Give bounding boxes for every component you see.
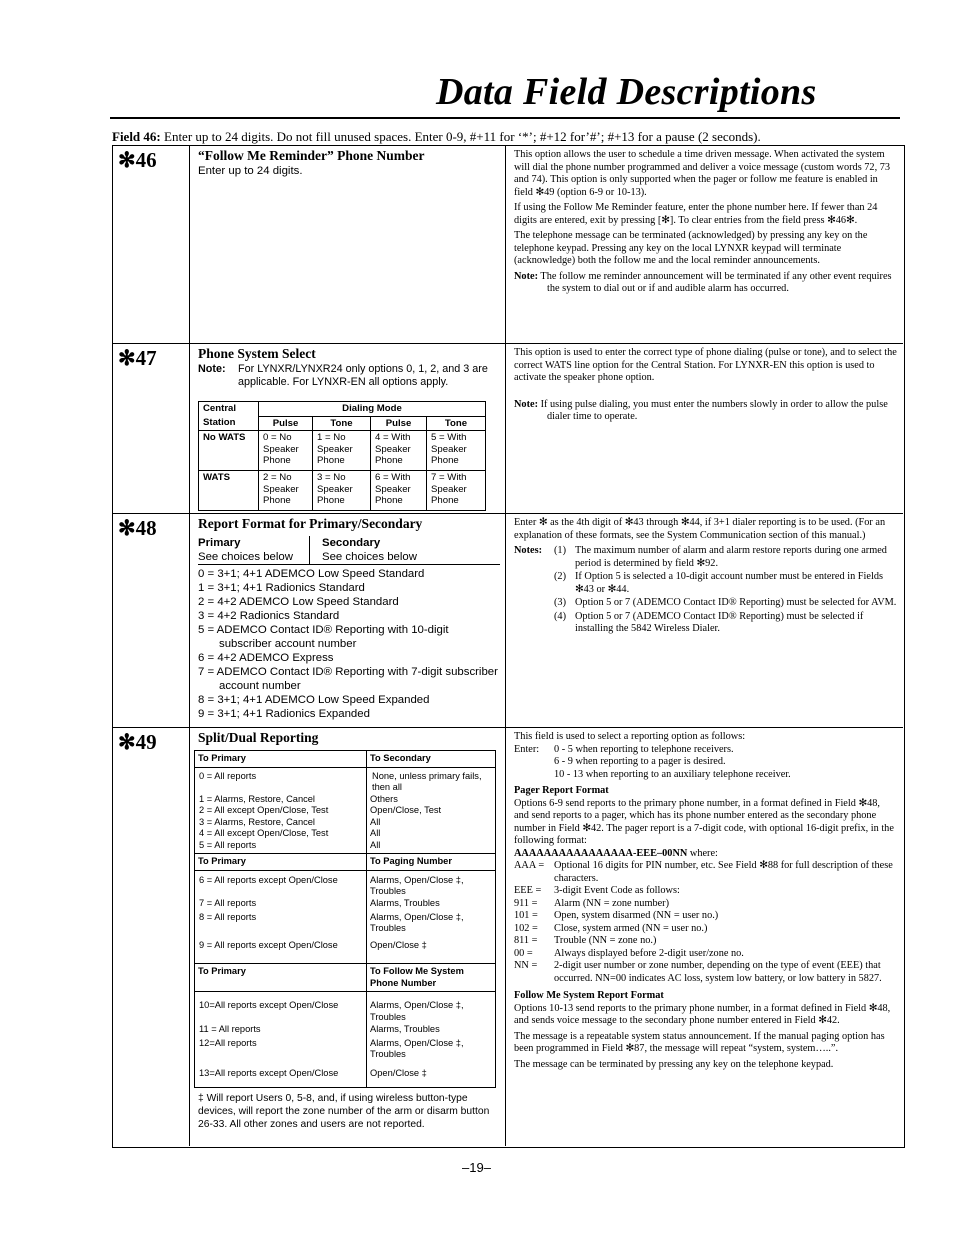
field-48-description: [507, 514, 903, 727]
field-48-number: ✻48: [113, 514, 190, 727]
field-48-heading: Report Format for Primary/Secondary: [198, 516, 423, 531]
note-text: Option 5 or 7 (ADEMCO Contact ID® Reporting) must be selected if installing the 5842 Wireless Dialer.: [575, 610, 864, 634]
list-item: 0 - 5 when reporting to telephone receivers.: [554, 743, 734, 755]
def-item: [514, 885, 897, 898]
f46-desc-2: If using the Follow Me Reminder feature, enter the phone number here. If fewer than 24 digits are entered, exit by pressing [✻]. To clear entries from the field press ✻46✻.: [514, 202, 878, 226]
list-item: 9 = 3+1; 4+1 Radionics Expanded: [198, 708, 370, 720]
table-cell: None, unless primary fails, then all: [372, 770, 482, 792]
table-cell: 6 = With Speaker Phone: [371, 471, 427, 511]
list-item: [554, 611, 897, 636]
f48-secondary-sub: See choices below: [322, 551, 417, 563]
def-item: [514, 898, 897, 911]
h-col: Pulse: [259, 416, 313, 431]
h-col: Tone: [313, 416, 371, 431]
row-label: WATS: [199, 471, 259, 511]
table-cell: 9 = All reports except Open/Close: [195, 940, 367, 964]
table-cell: 4 = All except Open/Close, Test: [195, 828, 367, 840]
note-num: (2): [554, 571, 567, 582]
field-46-sub: Enter up to 24 digits.: [198, 165, 303, 177]
f47-note-text: For LYNXR/LYNXR24 only options 0, 1, 2, and 3 are applicable. For LYNXR-EN all options apply.: [238, 363, 488, 388]
table-cell: Alarms, Troubles: [370, 897, 440, 908]
list-item: 1 = 3+1; 4+1 Radionics Standard: [198, 582, 365, 594]
field-46-row: [113, 146, 903, 344]
f47-note2: [514, 399, 897, 424]
f48-primary-secondary: [198, 536, 500, 565]
f48-primary: [198, 536, 310, 564]
field-46-middle: [191, 146, 506, 343]
table-cell: 1 = No Speaker Phone: [313, 431, 371, 471]
field-46-intro: [112, 129, 761, 145]
table-cell: All: [370, 839, 381, 850]
def-key: 101 =: [514, 910, 538, 921]
table-cell: Open/Close, Test: [370, 805, 442, 815]
list-item: 10 - 13 when reporting to an auxiliary telephone receiver.: [554, 768, 791, 780]
follow-text: Options 10-13 send reports to the primary phone number, in a format defined in Field ✻48, and sends voice message to the secondary phone number entered in Field ✻42.: [514, 1002, 891, 1026]
split-dual-table: [194, 750, 496, 1088]
table-cell: Alarms, Open/Close ‡, Troubles: [370, 1000, 464, 1022]
col-header: To Primary: [195, 964, 367, 992]
table-cell: 4 = With Speaker Phone: [371, 431, 427, 471]
follow-text-2: The message is a repeatable system status announcement. If the manual paging option has been programmed in Field ✻87, the message will repeat “system, system…..”.: [514, 1030, 885, 1054]
table-cell: 11 = All reports: [195, 1024, 367, 1038]
f48-secondary-label: Secondary: [322, 537, 381, 549]
def-key: 102 =: [514, 922, 538, 934]
f48-notes-label: Notes:: [514, 545, 543, 556]
def-item: [514, 923, 897, 936]
note-num: (4): [554, 610, 567, 622]
f48-secondary: [310, 536, 417, 564]
table-cell: 1 = Alarms, Restore, Cancel: [195, 794, 367, 806]
def-value: Always displayed before 2-digit user/zone no.: [554, 947, 744, 959]
field-47-description: [507, 344, 903, 513]
phone-system-table: [198, 401, 486, 511]
table-cell: 7 = All reports: [195, 898, 367, 912]
f47-note: [198, 363, 505, 389]
def-item: [514, 960, 897, 985]
def-key: 911 =: [514, 897, 538, 909]
note-text: The maximum number of alarm and alarm restore reports during one armed period is determined by field ✻92.: [575, 545, 887, 569]
list-item: [554, 571, 897, 596]
field-49-row: [113, 728, 903, 1146]
table-cell: 10=All reports except Open/Close: [195, 992, 367, 1024]
f48-notes-list: [554, 545, 897, 636]
follow-heading: Follow Me System Report Format: [514, 990, 664, 1001]
col-header: To Paging Number: [367, 854, 496, 871]
table-cell: 7 = With Speaker Phone: [427, 471, 486, 511]
field-49-heading: Split/Dual Reporting: [198, 730, 319, 745]
page-number: –19–: [462, 1160, 491, 1175]
table-cell: 5 = With Speaker Phone: [427, 431, 486, 471]
table-cell: All: [370, 828, 381, 838]
f49-enter-lines: [554, 744, 791, 782]
field-46-number: ✻46: [113, 146, 190, 343]
note-text: If Option 5 is selected a 10-digit account number must be entered in Fields ✻43 or ✻44.: [575, 571, 883, 595]
intro-text: Enter up to 24 digits. Do not fill unused spaces. Enter 0-9, #+11 for ‘*’; #+12 for’#’; #+13 for a pause (2 seconds).: [160, 129, 761, 144]
def-value: Trouble (NN = zone no.): [554, 935, 657, 946]
f49-enter: [514, 744, 897, 782]
field-46-heading: “Follow Me Reminder” Phone Number: [198, 148, 425, 163]
col-header: To Follow Me System Phone Number: [367, 964, 496, 992]
list-item: 8 = 3+1; 4+1 ADEMCO Low Speed Expanded: [198, 694, 430, 706]
intro-label: Field 46:: [112, 129, 161, 144]
h-central: Central: [199, 402, 259, 417]
f46-desc-3: The telephone message can be terminated (acknowledged) by pressing any key on the telephone keypad. Pressing any key on the local LYNXR keypad will terminate (acknowledge) both the follow me and the local reminder announcements.: [514, 230, 868, 266]
follow-text-3: The message can be terminated by pressing any key on the telephone keypad.: [514, 1058, 834, 1070]
def-key: 00 =: [514, 947, 533, 959]
f46-note: [514, 271, 897, 296]
field-49-middle: [191, 728, 506, 1146]
f49-footnote: ‡ Will report Users 0, 5-8, and, if using wireless button-type devices, will report the zone number of the arm or disarm button 26-33. All other zones and users are not reported.: [198, 1093, 490, 1130]
def-item: [514, 910, 897, 923]
format-code: AAAAAAAAAAAAAAAA-EEE–00NN: [514, 847, 688, 859]
h-station: Station: [199, 416, 259, 431]
table-cell: Alarms, Open/Close ‡, Troubles: [370, 874, 464, 896]
list-item: 5 = ADEMCO Contact ID® Reporting with 10-digit subscriber account number: [198, 624, 449, 650]
def-value: Close, system armed (NN = user no.): [554, 922, 708, 934]
note-num: (3): [554, 597, 567, 608]
table-cell: 6 = All reports except Open/Close: [195, 870, 367, 898]
def-value: Optional 16 digits for PIN number, etc. See Field ✻88 for full description of these characters.: [554, 860, 893, 884]
list-item: [554, 597, 897, 610]
pager-heading: Pager Report Format: [514, 785, 609, 796]
f47-desc: This option is used to enter the correct type of phone dialing (pulse or tone), and to select the correct WATS line option for the Central Station. For LYNXR-EN this option is used to activate the speaker phone option.: [514, 347, 897, 383]
f49-enter-label: Enter:: [514, 743, 540, 755]
page-title: Data Field Descriptions: [436, 71, 817, 113]
field-47-number: ✻47: [113, 344, 190, 513]
list-item: 2 = 4+2 ADEMCO Low Speed Standard: [198, 596, 399, 608]
field-48-row: [113, 514, 903, 728]
h-col: Tone: [427, 416, 486, 431]
table-cell: Open/Close ‡: [370, 1067, 427, 1078]
def-key: 811 =: [514, 935, 538, 946]
table-cell: Alarms, Open/Close ‡, Troubles: [370, 911, 464, 933]
col-header: To Primary: [195, 854, 367, 871]
field-47-row: [113, 344, 903, 514]
list-item: 3 = 4+2 Radionics Standard: [198, 610, 340, 622]
table-cell: Alarms, Open/Close ‡, Troubles: [370, 1037, 464, 1059]
f48-desc: Enter ✻ as the 4th digit of ✻43 through ✻44, if 3+1 dialer reporting is to be used. (For an explanation of these formats, see the System Communication section of this manual.): [514, 517, 886, 541]
table-cell: 0 = No Speaker Phone: [259, 431, 313, 471]
f47-note-label: Note:: [198, 363, 226, 375]
format-line: [514, 848, 897, 861]
table-cell: Alarms, Troubles: [370, 1023, 440, 1034]
table-cell: 3 = No Speaker Phone: [313, 471, 371, 511]
def-value: Open, system disarmed (NN = user no.): [554, 910, 719, 921]
field-49-number: ✻49: [113, 728, 190, 1146]
field-47-heading: Phone System Select: [198, 346, 316, 361]
table-cell: 5 = All reports: [195, 840, 367, 854]
row-label: No WATS: [199, 431, 259, 471]
format-where: where:: [687, 847, 718, 859]
f48-primary-sub: See choices below: [198, 551, 293, 563]
f48-notes: [514, 545, 897, 636]
f46-note-text: The follow me reminder announcement will be terminated if any other event requires the system to dial out or if and audible alarm has occurred.: [540, 270, 892, 294]
table-cell: 3 = Alarms, Restore, Cancel: [195, 817, 367, 829]
field-table: [112, 145, 905, 1148]
table-cell: 13=All reports except Open/Close: [195, 1068, 367, 1088]
table-cell: Others: [370, 793, 398, 804]
note-num: (1): [554, 545, 567, 556]
col-header: To Secondary: [367, 751, 496, 768]
def-item: [514, 948, 897, 961]
list-item: 7 = ADEMCO Contact ID® Reporting with 7-digit subscriber account number: [198, 666, 498, 692]
h-dialing-mode: Dialing Mode: [259, 402, 486, 417]
f49-desc-intro: This field is used to select a reporting option as follows:: [514, 731, 746, 742]
field-49-description: [507, 728, 903, 1146]
f48-primary-label: Primary: [198, 537, 241, 549]
col-header: To Primary: [195, 751, 367, 768]
f48-choices: [198, 567, 498, 721]
def-value: 2-digit user number or zone number, depending on the type of event (EEE) that occurred. NN=00 indicates AC loss, system low battery, or low battery in 5827.: [554, 960, 882, 984]
table-cell: All: [370, 816, 381, 827]
pager-text: Options 6-9 send reports to the primary phone number, in a format defined in Field ✻48, and send reports to a pager, which has its phone number entered as the secondary phone number in Field ✻42. The pager report is a 7-digit code, with optional 16-digit prefix, in the following format:: [514, 797, 894, 846]
list-item: 6 - 9 when reporting to a pager is desired.: [554, 756, 726, 767]
list-item: 0 = 3+1; 4+1 ADEMCO Low Speed Standard: [198, 568, 425, 580]
note-text: Option 5 or 7 (ADEMCO Contact ID® Reporting) must be selected for AVM.: [575, 597, 897, 608]
list-item: [554, 545, 897, 570]
field-48-middle: [191, 514, 506, 727]
def-value: 3-digit Event Code as follows:: [554, 885, 680, 896]
h-col: Pulse: [371, 416, 427, 431]
def-key: EEE =: [514, 885, 542, 896]
table-cell: 2 = No Speaker Phone: [259, 471, 313, 511]
table-cell: 8 = All reports: [195, 912, 367, 940]
def-key: AAA =: [514, 860, 545, 871]
f47-note2-label: Note:: [514, 398, 539, 410]
f46-note-label: Note:: [514, 270, 539, 282]
def-item: [514, 860, 897, 885]
table-cell: 2 = All except Open/Close, Test: [195, 805, 367, 817]
def-item: [514, 935, 897, 948]
def-value: Alarm (NN = zone number): [554, 897, 670, 909]
table-cell: 0 = All reports: [195, 767, 367, 794]
def-key: NN =: [514, 960, 538, 971]
f47-note2-text: If using pulse dialing, you must enter the numbers slowly in order to allow the pulse dialer time to operate.: [540, 398, 888, 422]
title-rule: [110, 117, 900, 119]
field-47-middle: [191, 344, 506, 513]
field-46-description: [507, 146, 903, 343]
list-item: 6 = 4+2 ADEMCO Express: [198, 652, 334, 664]
table-cell: Open/Close ‡: [370, 939, 427, 950]
table-cell: 12=All reports: [195, 1038, 367, 1068]
f46-desc-1: This option allows the user to schedule a time driven message. When activated the system will dial the phone number programmed and deliver a voice message (custom words 72, 73 and 74). This option is only supported when the pager or follow me feature is enabled in field ✻49 (option 6-9 or 10-13).: [514, 149, 891, 198]
